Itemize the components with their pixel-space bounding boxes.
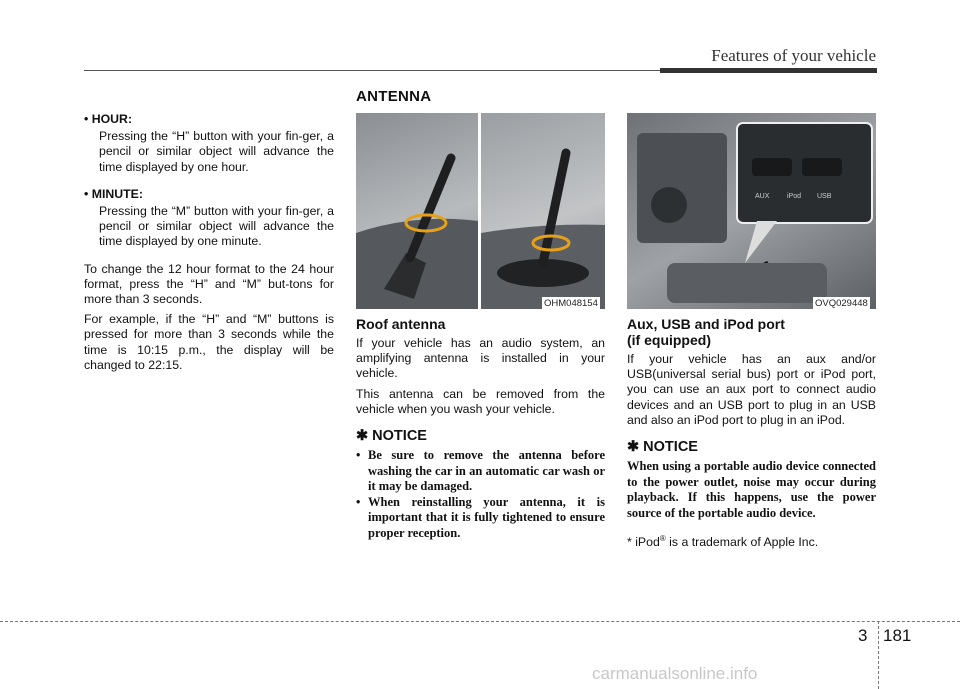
page-number-separator [878, 621, 879, 689]
aux-port-image [627, 113, 876, 309]
minute-heading: • MINUTE: [84, 186, 143, 201]
header-rule-bold [660, 68, 877, 73]
footer-rule [0, 621, 960, 622]
roof-notice-title: ✱ NOTICE [356, 428, 427, 445]
roof-antenna-column [356, 316, 605, 541]
antenna-image-code: OHM048154 [544, 298, 598, 309]
aux-port-column [627, 316, 876, 551]
roof-antenna-p2: This antenna can be removed from the vehicle when you wash your vehicle. [356, 386, 605, 416]
watermark: carmanualsonline.info [592, 664, 758, 683]
page-number: 181 [883, 626, 912, 645]
roof-notice-item: • Be sure to remove the antenna before washing the car in an automatic car wash or it may be damaged. [356, 448, 605, 494]
hour-heading: • HOUR: [84, 112, 133, 126]
aux-notice-title: ✱ NOTICE [627, 439, 698, 456]
header-title: Features of your vehicle [711, 46, 876, 65]
roof-notice-item: • When reinstalling your antenna, it is important that it is fully tightened to ensure proper reception. [356, 494, 605, 540]
ipod-trademark: * iPod® is a trademark of Apple Inc. [627, 534, 819, 550]
antenna-image-left [356, 113, 478, 309]
chapter-number: 3 [858, 626, 868, 645]
format-paragraph: To change the 12 hour format to the 24 hour format, press the “H” and “M” but-tons for more than 3 seconds. [84, 261, 334, 307]
section-title: ANTENNA [356, 88, 432, 105]
usb-label: USB [817, 193, 832, 200]
aux-label: AUX [755, 193, 770, 200]
roof-antenna-p1: If your vehicle has an audio system, an amplifying antenna is installed in your vehicle. [356, 336, 605, 381]
ipod-label: iPod [787, 193, 802, 200]
aux-p1: If your vehicle has an aux and/or USB(universal serial bus) port or iPod port, you can use an aux port to connect audio devices and an USB port to plug in an USB and also an iPod port to plug in an iPod. [627, 352, 876, 427]
roof-antenna-title: Roof antenna [356, 316, 446, 332]
minute-text: Pressing the “M” button with your fin-ger, a pencil or similar object will advance the time displayed by one minute. [99, 204, 334, 249]
hour-text: Pressing the “H” button with your fin-ger, a pencil or similar object will advance the time displayed by one hour. [99, 129, 334, 174]
clock-column [84, 112, 334, 378]
aux-image-code: OVQ029448 [815, 298, 868, 309]
aux-title: Aux, USB and iPod port (if equipped) [627, 316, 785, 348]
example-paragraph: For example, if the “H” and “M” buttons is pressed for more than 3 seconds while the time is 10:15 p.m., the display will be changed to 22:15. [84, 312, 334, 372]
aux-notice-text: When using a portable audio device connected to the power outlet, noise may occur during playback. If this happens, use the power source of the portable audio device. [627, 459, 876, 520]
antenna-image-right [481, 113, 605, 309]
